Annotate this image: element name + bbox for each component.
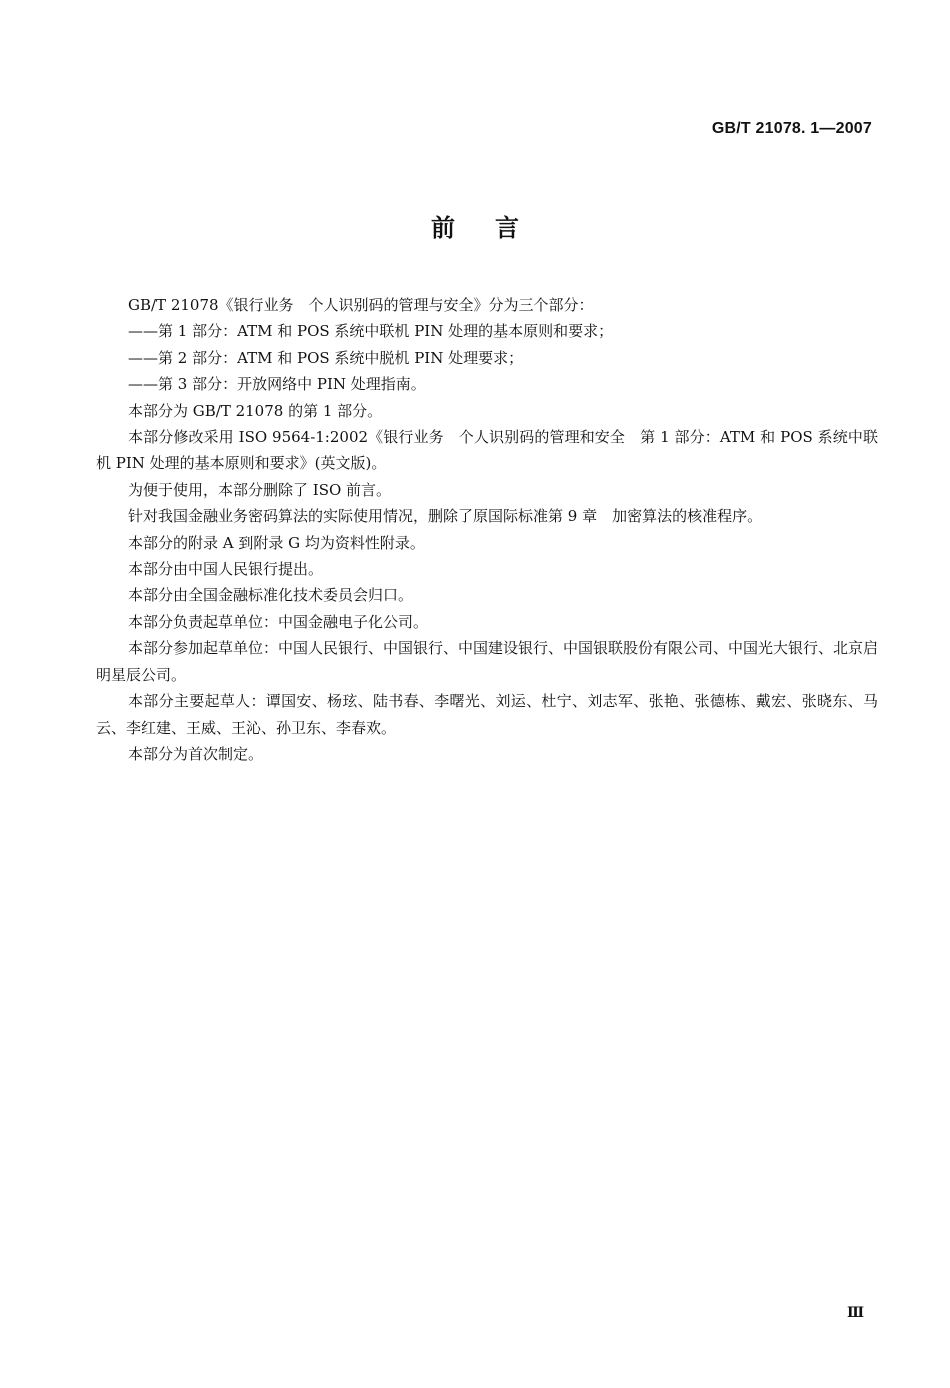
- paragraph-part-statement: 本部分为 GB/T 21078 的第 1 部分。: [128, 401, 383, 420]
- paragraph-participating-units: 本部分参加起草单位：中国人民银行、中国银行、中国建设银行、中国银联股份有限公司、中国光大银行、北京启明星辰公司。: [96, 639, 879, 684]
- list-item-part-3: ——第 3 部分：开放网络中 PIN 处理指南。: [128, 375, 426, 394]
- paragraph-drafting-unit: 本部分负责起草单位：中国金融电子化公司。: [128, 612, 429, 631]
- page-number: Ⅲ: [846, 1305, 864, 1321]
- paragraph-annexes: 本部分的附录 A 到附录 G 均为资料性附录。: [128, 533, 425, 552]
- paragraph-removed-foreword: 为便于使用，本部分删除了 ISO 前言。: [128, 480, 392, 499]
- paragraph-committee: 本部分由全国金融标准化技术委员会归口。: [128, 586, 414, 605]
- foreword-body: [96, 292, 878, 767]
- standard-code: GB/T 21078. 1—2007: [711, 120, 872, 137]
- paragraph-removed-chapter: 针对我国金融业务密码算法的实际使用情况，删除了原国际标准第 9 章 加密算法的核准程序。: [128, 507, 763, 526]
- list-item-part-1: ——第 1 部分：ATM 和 POS 系统中联机 PIN 处理的基本原则和要求；: [128, 322, 614, 341]
- paragraph-proposer: 本部分由中国人民银行提出。: [128, 560, 324, 579]
- page-title: 前言: [431, 214, 559, 242]
- paragraph-adoption: 本部分修改采用 ISO 9564-1:2002《银行业务 个人识别码的管理和安全 第 1 部分：ATM 和 POS 系统中联机 PIN 处理的基本原则和要求》(英文版)。: [96, 428, 878, 473]
- list-item-part-2: ——第 2 部分：ATM 和 POS 系统中脱机 PIN 处理要求；: [128, 348, 524, 367]
- paragraph-drafters: 本部分主要起草人：谭国安、杨玹、陆书春、李曙光、刘运、杜宁、刘志军、张艳、张德栋、戴宏、张晓东、马云、李红建、王威、王沁、孙卫东、李春欢。: [96, 692, 878, 737]
- paragraph-intro: GB/T 21078《银行业务 个人识别码的管理与安全》分为三个部分：: [128, 296, 594, 314]
- paragraph-first-edition: 本部分为首次制定。: [128, 744, 264, 763]
